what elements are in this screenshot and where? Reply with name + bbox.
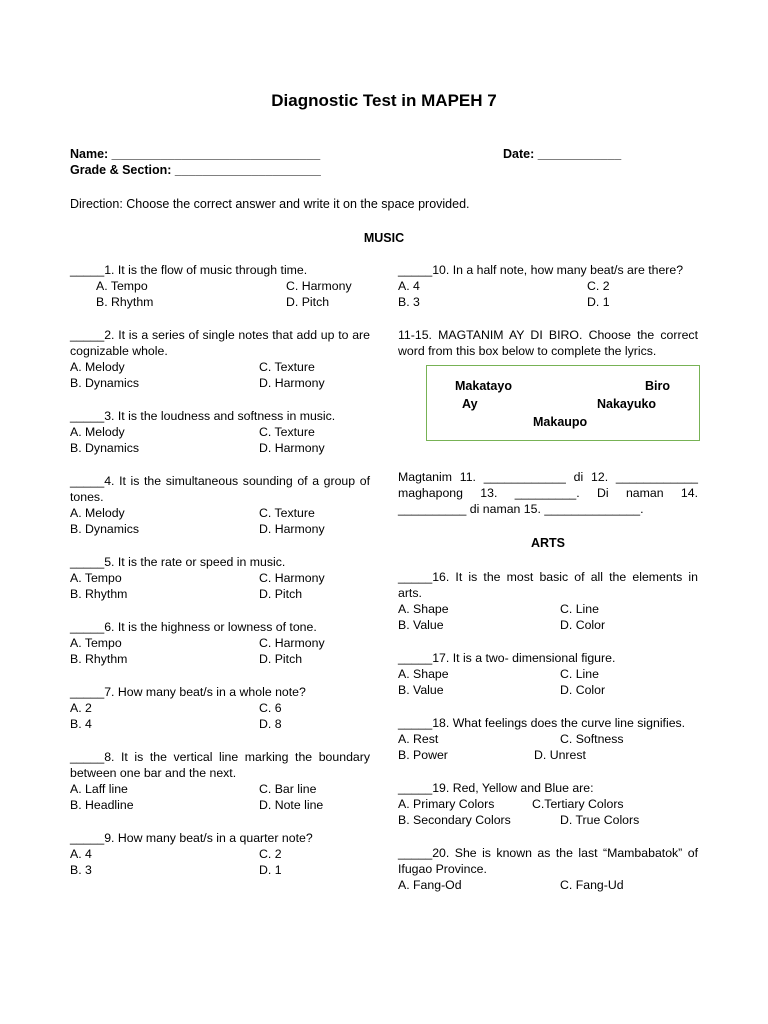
option-d: D. Harmony bbox=[259, 376, 325, 390]
option-a: A. Fang-Od bbox=[398, 878, 462, 892]
option-d: D. Color bbox=[560, 618, 606, 632]
option-b: B. Headline bbox=[70, 798, 134, 812]
question-stem: _____20. She is known as the last “Mambabatok” of Ifugao Province. bbox=[398, 846, 698, 876]
option-d: D. Color bbox=[560, 683, 606, 697]
question-stem: _____2. It is a series of single notes that add up to are cognizable whole. bbox=[70, 328, 370, 358]
option-a: A. Tempo bbox=[96, 279, 148, 293]
question-stem: _____16. It is the most basic of all the elements in arts. bbox=[398, 570, 698, 600]
question-item bbox=[70, 473, 370, 537]
option-a: A. Tempo bbox=[70, 636, 122, 650]
page-title: Diagnostic Test in MAPEH 7 bbox=[271, 91, 497, 110]
option-c: C. Harmony bbox=[286, 279, 352, 293]
option-c: C. Texture bbox=[259, 425, 315, 439]
option-d: D. 8 bbox=[259, 717, 282, 731]
option-b: B. Dynamics bbox=[70, 376, 140, 390]
option-b: B. Rhythm bbox=[96, 295, 154, 309]
question-stem: _____1. It is the flow of music through time. bbox=[70, 263, 308, 277]
option-b: B. 4 bbox=[70, 717, 92, 731]
option-b: B. Secondary Colors bbox=[398, 813, 511, 827]
option-c: C. Bar line bbox=[259, 782, 317, 796]
lyrics-fill-in: Magtanim 11. ____________ di 12. ____________ maghapong 13. _________. Di naman 14. __________ di naman 15. ______________. bbox=[398, 470, 698, 516]
option-a: A. 2 bbox=[70, 701, 92, 715]
question-item bbox=[70, 749, 370, 813]
option-a: A. 4 bbox=[70, 847, 92, 861]
question-item bbox=[70, 830, 370, 878]
question-item bbox=[398, 780, 698, 828]
question-item bbox=[70, 327, 370, 391]
question-item bbox=[398, 650, 698, 698]
name-field-label: Name: ______________________________ bbox=[70, 147, 321, 161]
option-b: B. Dynamics bbox=[70, 522, 140, 536]
option-b: B. Dynamics bbox=[70, 441, 140, 455]
question-stem: _____10. In a half note, how many beat/s are there? bbox=[398, 263, 684, 277]
question-stem: _____19. Red, Yellow and Blue are: bbox=[398, 781, 594, 795]
option-a: A. Laff line bbox=[70, 782, 128, 796]
option-a: A. Shape bbox=[398, 602, 449, 616]
option-d: D. True Colors bbox=[560, 813, 640, 827]
right-column bbox=[398, 262, 698, 910]
option-d: D. Harmony bbox=[259, 441, 325, 455]
option-d: D. 1 bbox=[587, 295, 610, 309]
question-stem: _____8. It is the vertical line marking the boundary between one bar and the next. bbox=[70, 750, 370, 780]
option-d: D. Pitch bbox=[286, 295, 330, 309]
option-c: C. 2 bbox=[587, 279, 610, 293]
option-c: C. Harmony bbox=[259, 571, 325, 585]
word-choice: Biro bbox=[645, 379, 670, 393]
option-a: A. Tempo bbox=[70, 571, 122, 585]
option-b: B. Rhythm bbox=[70, 652, 128, 666]
option-a: A. Melody bbox=[70, 506, 125, 520]
question-item bbox=[70, 554, 370, 602]
option-c: C. Line bbox=[560, 602, 599, 616]
option-d: D. Pitch bbox=[259, 652, 303, 666]
date-field-label: Date: ____________ bbox=[503, 147, 622, 161]
question-item bbox=[70, 619, 370, 667]
option-b: B. Power bbox=[398, 748, 448, 762]
option-d: D. Pitch bbox=[259, 587, 303, 601]
option-c: C. 2 bbox=[259, 847, 282, 861]
option-d: D. Note line bbox=[259, 798, 324, 812]
option-b: B. Value bbox=[398, 618, 444, 632]
option-b: B. 3 bbox=[70, 863, 92, 877]
option-c: C. Harmony bbox=[259, 636, 325, 650]
option-c: C. 6 bbox=[259, 701, 282, 715]
grade-section-field-label: Grade & Section: _____________________ bbox=[70, 163, 321, 177]
option-a: A. Melody bbox=[70, 425, 125, 439]
question-stem: _____5. It is the rate or speed in music. bbox=[70, 555, 286, 569]
question-item bbox=[398, 715, 698, 763]
option-d: D. 1 bbox=[259, 863, 282, 877]
question-stem: _____7. How many beat/s in a whole note? bbox=[70, 685, 306, 699]
left-column bbox=[70, 262, 370, 895]
question-item bbox=[398, 845, 698, 893]
question-item bbox=[398, 262, 698, 310]
direction-text: Direction: Choose the correct answer and write it on the space provided. bbox=[70, 197, 470, 211]
option-b: B. Rhythm bbox=[70, 587, 128, 601]
option-c: C. Texture bbox=[259, 360, 315, 374]
word-choice: Makaupo bbox=[533, 415, 588, 429]
option-c: C. Texture bbox=[259, 506, 315, 520]
question-item bbox=[70, 408, 370, 456]
word-choice: Makatayo bbox=[455, 379, 512, 393]
question-stem: _____9. How many beat/s in a quarter note? bbox=[70, 831, 313, 845]
arts-section-heading: ARTS bbox=[530, 536, 566, 550]
option-c: C. Line bbox=[560, 667, 599, 681]
word-choice-box bbox=[426, 365, 700, 441]
option-b: B. 3 bbox=[398, 295, 420, 309]
option-b: B. Value bbox=[398, 683, 444, 697]
word-choice: Ay bbox=[462, 397, 478, 411]
question-stem: _____4. It is the simultaneous sounding of a group of tones. bbox=[70, 474, 370, 504]
question-stem: _____6. It is the highness or lowness of tone. bbox=[70, 620, 317, 634]
option-a: A. Shape bbox=[398, 667, 449, 681]
question-item bbox=[70, 684, 370, 732]
option-a: A. Primary Colors bbox=[398, 797, 495, 811]
question-item bbox=[70, 262, 370, 310]
option-d: D. Unrest bbox=[534, 748, 586, 762]
option-a: A. Melody bbox=[70, 360, 125, 374]
music-section-heading: MUSIC bbox=[363, 231, 405, 245]
lyrics-instruction: 11-15. MAGTANIM AY DI BIRO. Choose the correct word from this box below to complete the lyrics. bbox=[398, 328, 698, 358]
option-c: C. Fang-Ud bbox=[560, 878, 624, 892]
option-d: D. Harmony bbox=[259, 522, 325, 536]
question-stem: _____3. It is the loudness and softness in music. bbox=[70, 409, 336, 423]
question-stem: _____18. What feelings does the curve line signifies. bbox=[398, 716, 686, 730]
option-c: C. Softness bbox=[560, 732, 624, 746]
word-choice: Nakayuko bbox=[597, 397, 657, 411]
question-item bbox=[398, 569, 698, 633]
question-stem: _____17. It is a two- dimensional figure. bbox=[398, 651, 616, 665]
option-a: A. 4 bbox=[398, 279, 420, 293]
option-c: C.Tertiary Colors bbox=[532, 797, 624, 811]
option-a: A. Rest bbox=[398, 732, 439, 746]
